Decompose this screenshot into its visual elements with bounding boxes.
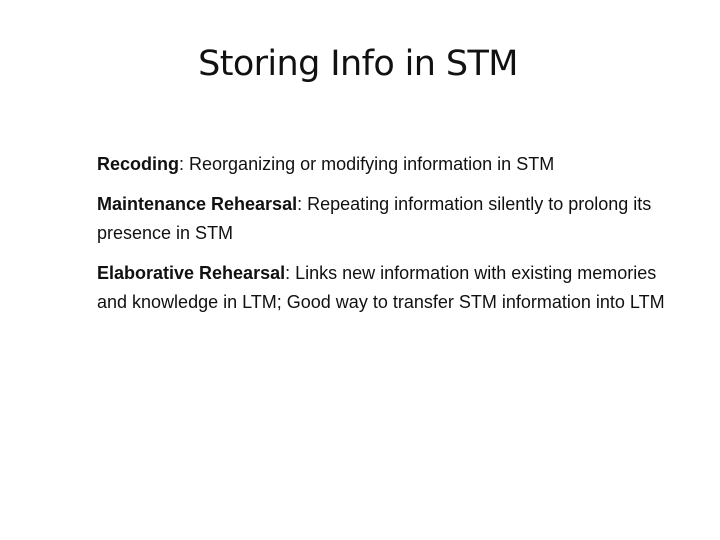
definition-item-elaborative-rehearsal bbox=[97, 259, 687, 317]
definition-separator: : bbox=[297, 194, 303, 214]
slide-body bbox=[97, 150, 687, 328]
definition-item-maintenance-rehearsal bbox=[97, 190, 687, 248]
definition-text: Reorganizing or modifying information in STM bbox=[184, 154, 555, 174]
definition-term: Recoding bbox=[97, 154, 180, 174]
definition-separator: : bbox=[285, 263, 291, 283]
definition-separator: : bbox=[179, 154, 185, 174]
definition-text: Repeating information silently to prolong its presence in STM bbox=[97, 194, 652, 243]
definition-term: Elaborative Rehearsal bbox=[97, 263, 286, 283]
definition-term: Maintenance Rehearsal bbox=[97, 194, 298, 214]
definition-item-recoding bbox=[97, 150, 687, 179]
definition-text: Links new information with existing memories and knowledge in LTM; Good way to transfer STM information into LTM bbox=[97, 263, 665, 312]
slide-title: Storing Info in STM bbox=[198, 44, 518, 84]
